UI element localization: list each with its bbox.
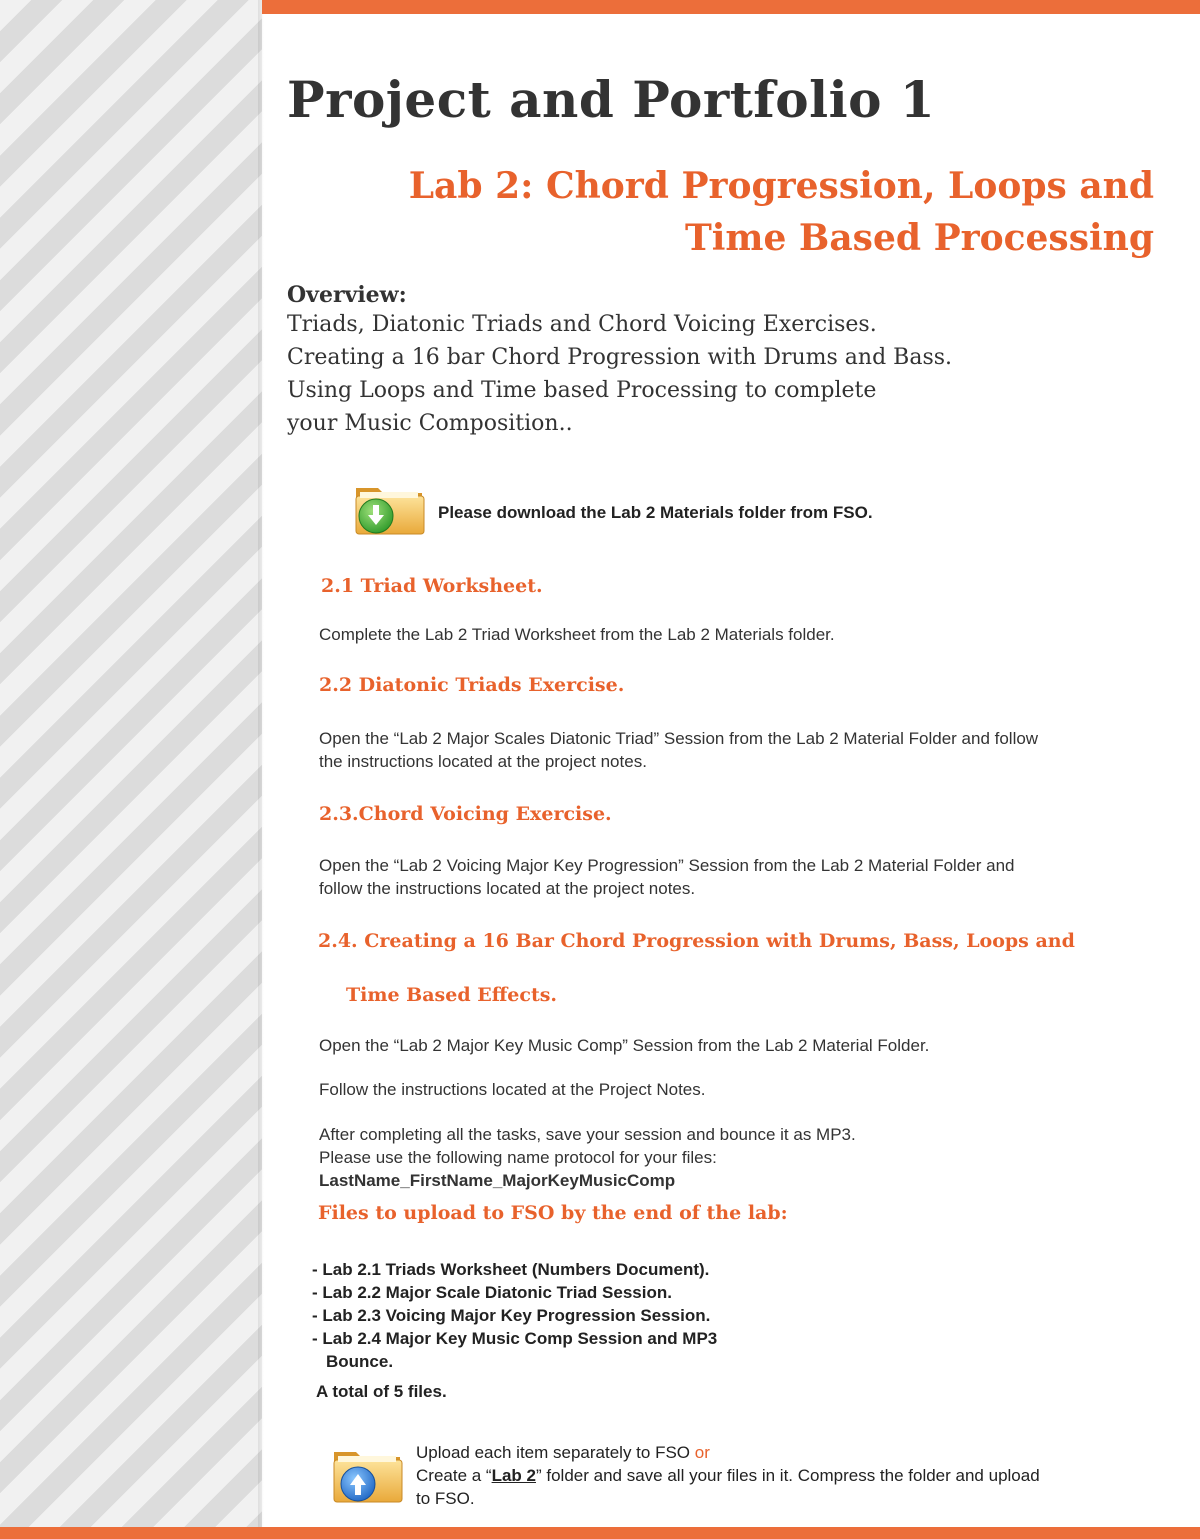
section-2-2-text [319,727,1038,773]
section-2-4-para-3 [319,1123,856,1192]
upload-line-2-pre: Create a “ [416,1466,492,1485]
overview-line-2: Creating a 16 bar Chord Progression with Drums and Bass. [287,345,953,370]
page-subtitle [409,160,1154,264]
file-name-protocol: LastName_FirstName_MajorKeyMusicComp [319,1171,676,1190]
side-shadow [258,0,264,1539]
upload-line-1: Upload each item separately to FSO [416,1443,691,1462]
upload-instructions [416,1441,1040,1510]
files-total: A total of 5 files. [316,1382,447,1401]
upload-or: or [694,1443,710,1462]
section-2-2-line-2: the instructions located at the project notes. [319,752,647,771]
page-title: Project and Portfolio 1 [287,70,936,129]
lab-2-folder-name: Lab 2 [491,1466,536,1485]
download-instruction: Please download the Lab 2 Materials folder from FSO. [438,503,873,522]
section-2-3-text [319,854,1014,900]
overview-line-4: your Music Composition.. [287,411,573,436]
section-2-4-heading-line-1: 2.4. Creating a 16 Bar Chord Progression with Drums, Bass, Loops and [318,930,1075,952]
section-2-3-line-1: Open the “Lab 2 Voicing Major Key Progression” Session from the Lab 2 Material Folder and [319,856,1015,875]
section-2-1-heading: 2.1 Triad Worksheet. [321,575,543,597]
bottom-accent-bar [0,1527,1200,1539]
section-2-4-heading-line-2: Time Based Effects. [346,984,558,1006]
overview-line-1: Triads, Diatonic Triads and Chord Voicing Exercises. [287,312,877,337]
overview-label: Overview: [287,282,407,308]
subtitle-line-2: Time Based Processing [684,217,1154,259]
download-folder-icon [352,480,428,538]
overview-line-3: Using Loops and Time based Processing to complete [287,378,877,403]
list-item: - Lab 2.4 Major Key Music Comp Session and MP3 [312,1329,718,1348]
top-accent-bar [262,0,1200,14]
section-2-3-line-2: follow the instructions located at the project notes. [319,879,696,898]
section-2-3-heading: 2.3.Chord Voicing Exercise. [319,803,612,825]
list-item: - Lab 2.2 Major Scale Diatonic Triad Session. [312,1283,672,1302]
section-2-2-line-1: Open the “Lab 2 Major Scales Diatonic Triad” Session from the Lab 2 Material Folder and follow [319,729,1039,748]
section-2-4-para-3-line-1: After completing all the tasks, save your session and bounce it as MP3. [319,1125,856,1144]
section-2-4-para-2: Follow the instructions located at the Project Notes. [319,1080,706,1099]
section-2-4-para-3-line-2: Please use the following name protocol for your files: [319,1148,717,1167]
list-item: - Lab 2.1 Triads Worksheet (Numbers Document). [312,1260,710,1279]
upload-line-2-post: ” folder and save all your files in it. Compress the folder and upload [536,1466,1040,1485]
upload-folder-icon [330,1444,406,1506]
section-2-1-text: Complete the Lab 2 Triad Worksheet from the Lab 2 Materials folder. [319,625,835,644]
list-item: Bounce. [326,1352,394,1371]
section-2-4-para-1: Open the “Lab 2 Major Key Music Comp” Session from the Lab 2 Material Folder. [319,1036,930,1055]
list-item: - Lab 2.3 Voicing Major Key Progression Session. [312,1306,711,1325]
section-2-2-heading: 2.2 Diatonic Triads Exercise. [319,674,625,696]
upload-line-3: to FSO. [416,1489,475,1508]
subtitle-line-1: Lab 2: Chord Progression, Loops and [408,165,1154,207]
files-heading: Files to upload to FSO by the end of the lab: [318,1202,788,1224]
files-list [312,1258,717,1373]
side-stripe-panel [0,0,262,1539]
